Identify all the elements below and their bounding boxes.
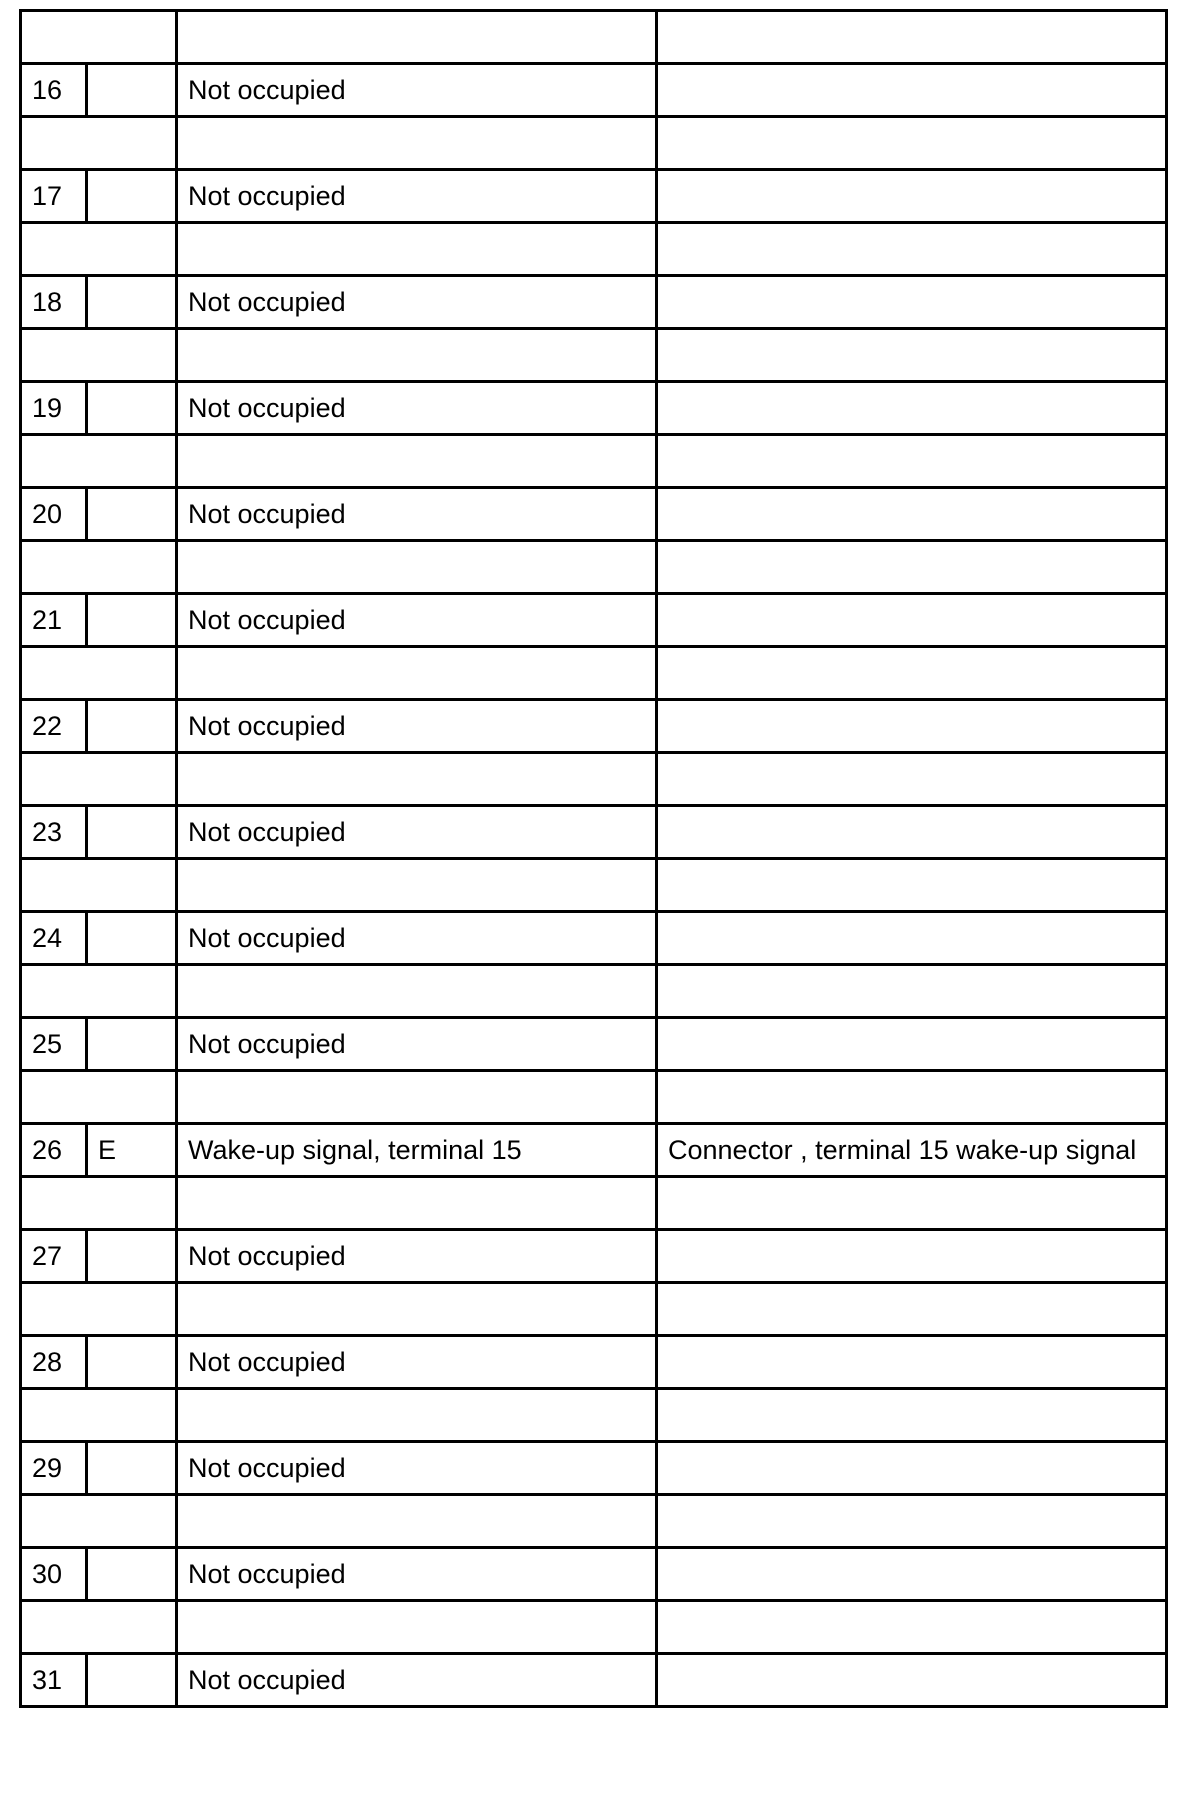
spacer-cell [21,1495,177,1548]
pin-row [21,912,1167,965]
pin-description-cell: Not occupied [177,594,657,647]
spacer-cell [21,1177,177,1230]
pin-table-body [21,11,1167,1707]
pin-row [21,1018,1167,1071]
signal-type-cell [87,488,177,541]
pin-number-cell: 31 [21,1654,87,1707]
signal-type-cell [87,806,177,859]
pin-row [21,170,1167,223]
spacer-cell [657,1071,1167,1124]
spacer-cell [21,223,177,276]
pin-description-cell: Not occupied [177,1336,657,1389]
spacer-cell [177,1601,657,1654]
signal-type-cell [87,1442,177,1495]
spacer-cell [657,647,1167,700]
pin-connection-cell [657,912,1167,965]
spacer-cell [177,1177,657,1230]
pin-description-cell: Not occupied [177,700,657,753]
pin-connection-cell: Connector , terminal 15 wake-up signal [657,1124,1167,1177]
signal-type-cell [87,64,177,117]
signal-type-cell [87,1018,177,1071]
spacer-cell [21,541,177,594]
spacer-cell [657,753,1167,806]
pin-description-cell: Not occupied [177,170,657,223]
pin-number-cell: 17 [21,170,87,223]
pin-row [21,64,1167,117]
spacer-cell [21,1601,177,1654]
pin-number-cell: 21 [21,594,87,647]
pin-connection-cell [657,594,1167,647]
pin-row [21,276,1167,329]
spacer-row [21,117,1167,170]
pin-connection-cell [657,1548,1167,1601]
signal-type-cell [87,1336,177,1389]
signal-type-cell [87,1548,177,1601]
pin-row [21,1442,1167,1495]
pin-number-cell: 22 [21,700,87,753]
pin-connection-cell [657,1654,1167,1707]
pin-connection-cell [657,1230,1167,1283]
pin-number-cell: 26 [21,1124,87,1177]
spacer-row [21,753,1167,806]
spacer-cell [177,1389,657,1442]
spacer-row [21,329,1167,382]
pin-connection-cell [657,488,1167,541]
spacer-cell [657,1389,1167,1442]
spacer-cell [657,541,1167,594]
pin-connection-cell [657,700,1167,753]
spacer-cell [21,1283,177,1336]
spacer-row [21,1601,1167,1654]
pin-connection-cell [657,276,1167,329]
pin-description-cell: Not occupied [177,382,657,435]
spacer-cell [657,1177,1167,1230]
spacer-cell [177,1071,657,1124]
pin-number-cell: 24 [21,912,87,965]
spacer-cell [21,11,177,64]
spacer-cell [21,435,177,488]
spacer-cell [177,859,657,912]
pin-description-cell: Not occupied [177,1018,657,1071]
pin-description-cell: Not occupied [177,64,657,117]
pin-number-cell: 20 [21,488,87,541]
pin-row [21,1548,1167,1601]
signal-type-cell [87,700,177,753]
spacer-cell [177,117,657,170]
pin-number-cell: 19 [21,382,87,435]
spacer-cell [657,1283,1167,1336]
spacer-cell [21,647,177,700]
spacer-cell [177,753,657,806]
pin-connection-cell [657,1442,1167,1495]
pin-number-cell: 18 [21,276,87,329]
spacer-cell [657,329,1167,382]
signal-type-cell [87,1654,177,1707]
signal-type-cell [87,382,177,435]
spacer-row [21,223,1167,276]
spacer-cell [177,329,657,382]
pin-row [21,1124,1167,1177]
pin-number-cell: 29 [21,1442,87,1495]
spacer-cell [177,223,657,276]
spacer-cell [21,859,177,912]
spacer-cell [21,117,177,170]
signal-type-cell [87,1230,177,1283]
pin-connection-cell [657,1018,1167,1071]
pin-row [21,488,1167,541]
spacer-cell [21,329,177,382]
pin-number-cell: 16 [21,64,87,117]
pin-row [21,594,1167,647]
spacer-row [21,11,1167,64]
pin-connection-cell [657,382,1167,435]
pin-row [21,1336,1167,1389]
spacer-row [21,1283,1167,1336]
signal-type-cell [87,170,177,223]
pin-description-cell: Not occupied [177,1230,657,1283]
spacer-cell [657,117,1167,170]
spacer-row [21,1495,1167,1548]
pin-row [21,1654,1167,1707]
spacer-cell [177,11,657,64]
pin-connection-cell [657,806,1167,859]
spacer-cell [21,753,177,806]
pin-description-cell: Wake-up signal, terminal 15 [177,1124,657,1177]
spacer-cell [657,223,1167,276]
spacer-row [21,1177,1167,1230]
spacer-cell [21,1389,177,1442]
spacer-cell [657,435,1167,488]
spacer-cell [21,1071,177,1124]
pin-description-cell: Not occupied [177,488,657,541]
spacer-row [21,965,1167,1018]
spacer-cell [657,11,1167,64]
pin-connection-cell [657,170,1167,223]
pin-row [21,806,1167,859]
spacer-row [21,1071,1167,1124]
pin-number-cell: 27 [21,1230,87,1283]
spacer-cell [177,1495,657,1548]
pin-description-cell: Not occupied [177,806,657,859]
pin-number-cell: 28 [21,1336,87,1389]
spacer-cell [21,965,177,1018]
spacer-cell [177,1283,657,1336]
signal-type-cell [87,594,177,647]
pin-description-cell: Not occupied [177,1442,657,1495]
pin-row [21,382,1167,435]
signal-type-cell [87,276,177,329]
pin-number-cell: 25 [21,1018,87,1071]
pin-number-cell: 30 [21,1548,87,1601]
pin-description-cell: Not occupied [177,912,657,965]
spacer-cell [657,1495,1167,1548]
spacer-row [21,435,1167,488]
spacer-cell [177,965,657,1018]
spacer-row [21,1389,1167,1442]
signal-type-cell [87,912,177,965]
pin-connection-cell [657,1336,1167,1389]
signal-type-cell: E [87,1124,177,1177]
spacer-row [21,859,1167,912]
spacer-cell [177,435,657,488]
spacer-cell [177,541,657,594]
pin-assignment-table [19,9,1168,1708]
pin-description-cell: Not occupied [177,1654,657,1707]
pin-row [21,1230,1167,1283]
spacer-cell [657,965,1167,1018]
pin-row [21,700,1167,753]
spacer-cell [177,647,657,700]
spacer-cell [657,1601,1167,1654]
pin-number-cell: 23 [21,806,87,859]
spacer-cell [657,859,1167,912]
spacer-row [21,647,1167,700]
spacer-row [21,541,1167,594]
pin-description-cell: Not occupied [177,1548,657,1601]
pin-connection-cell [657,64,1167,117]
pin-description-cell: Not occupied [177,276,657,329]
